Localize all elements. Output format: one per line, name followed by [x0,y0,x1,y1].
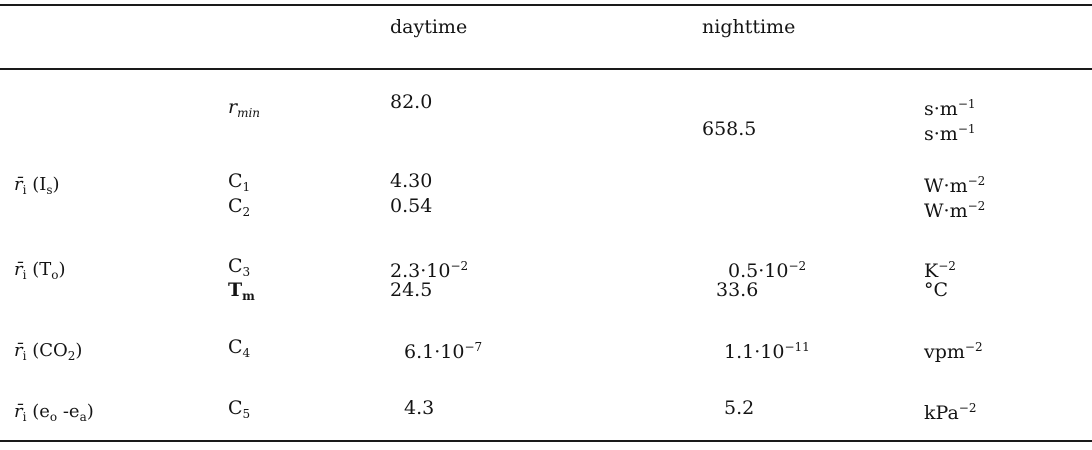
unit-c4: vpm$^{-2}$ [924,340,983,363]
param-symbol-c2: $C_2$ [228,195,251,219]
function-ri-is: $r̄_i$ $(I_s)$ [14,174,60,197]
function-ri-to: $r̄_i$ $(T_o)$ [14,259,66,282]
param-symbol-tm: $T_m$ [228,279,255,303]
value-night-c3: $0.5\cdot 10^{-2}$ [728,259,807,282]
value-day-c2: 0.54 [390,195,433,217]
param-symbol-c1: $C_1$ [228,170,251,194]
value-day-c3: $2.3\cdot 10^{-2}$ [390,259,469,282]
value-day-c1: 4.30 [390,170,433,192]
value-night-c5: 5.2 [724,397,755,419]
table-bottom-rule [0,440,1092,442]
param-symbol-c4: $C_4$ [228,336,251,360]
value-night-c4: $1.1\cdot 10^{-11}$ [724,340,810,363]
param-symbol-c3: $C_3$ [228,255,251,279]
value-day-c4: $6.1\cdot 10^{-7}$ [404,340,483,363]
unit-c1: $W\cdot m^{-2}$ [924,174,986,197]
table-header-rule [0,68,1092,70]
value-day-tm: 24.5 [390,279,433,301]
unit-c5: kPa$^{-2}$ [924,401,977,424]
value-day-c5: 4.3 [404,397,435,419]
function-ri-co2: $r̄_i$ $(CO_2)$ [14,340,83,363]
unit-rmin-day: $s\cdot m^{-1}$ [924,97,976,120]
column-header-nighttime: nighttime [702,16,796,38]
param-symbol-c5: $C_5$ [228,397,251,421]
unit-tm: °C [924,279,949,301]
unit-rmin-night: $s\cdot m^{-1}$ [924,122,976,145]
function-ri-vpd: $r̄_i$ ($e_o$ $-e_a$) [14,401,94,424]
table-top-rule [0,4,1092,6]
value-night-tm: 33.6 [716,279,759,301]
unit-c3: $K^{-2}$ [924,259,956,282]
value-day-rmin: 82.0 [390,91,433,113]
param-symbol-rmin: $r_{min}$ [228,96,261,120]
value-night-rmin: 658.5 [702,118,757,140]
column-header-daytime: daytime [390,16,468,38]
unit-c2: $W\cdot m^{-2}$ [924,199,986,222]
